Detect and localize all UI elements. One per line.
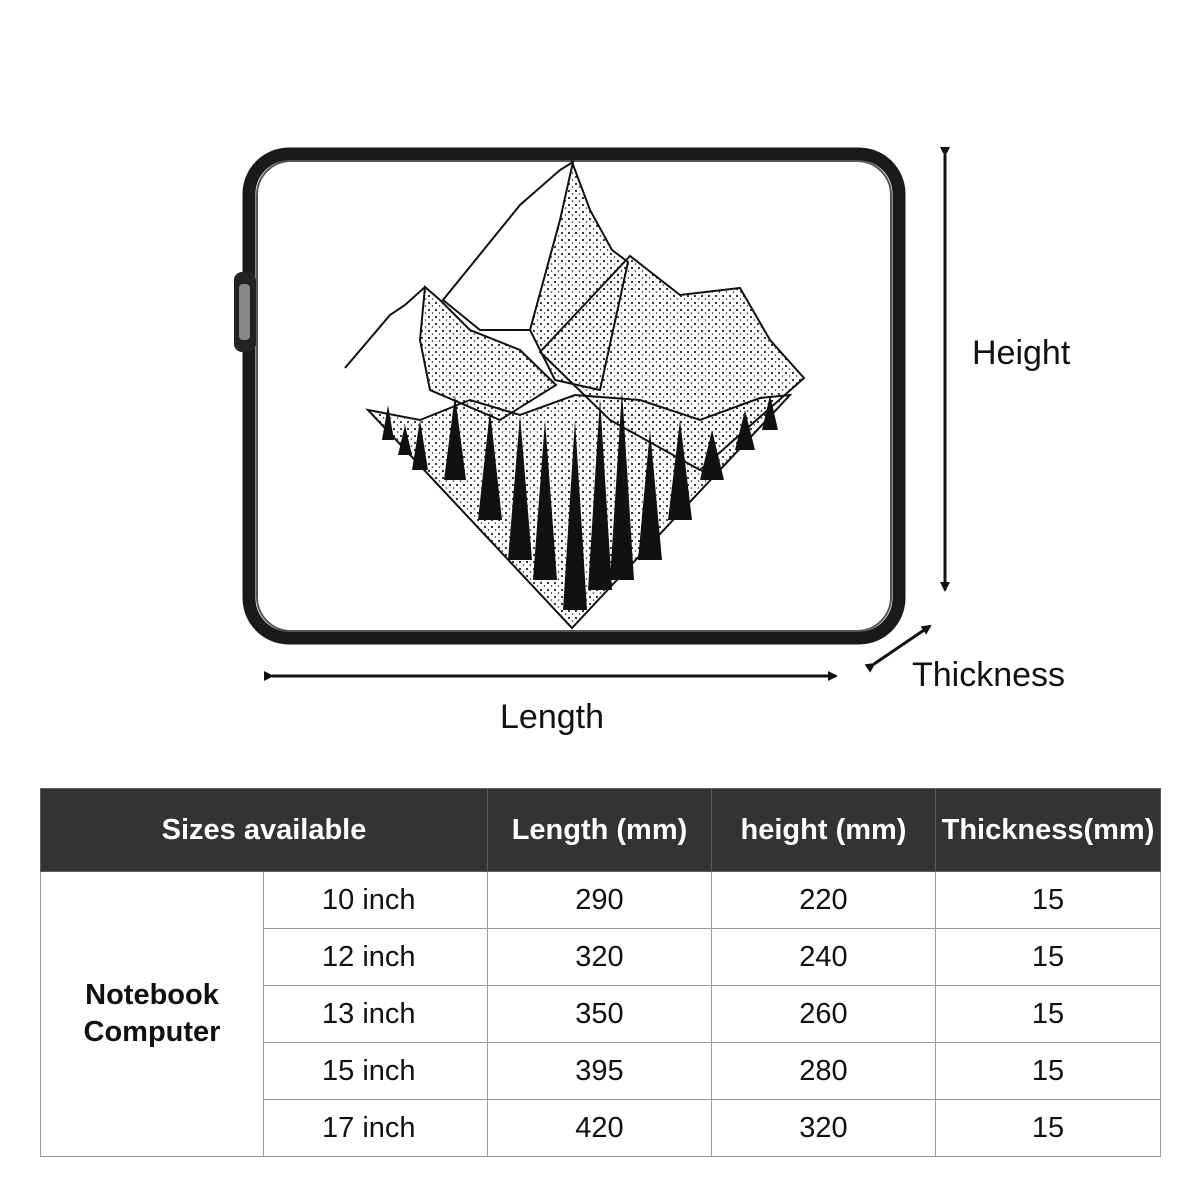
- table-header-row: [41, 789, 1161, 872]
- length-cell: 420: [488, 1100, 712, 1157]
- zipper-pull-icon: [234, 272, 256, 352]
- length-cell: 350: [488, 986, 712, 1043]
- size-cell: 15 inch: [264, 1043, 488, 1100]
- category-line-1: Notebook: [85, 979, 219, 1011]
- size-cell: 10 inch: [264, 872, 488, 929]
- size-cell: 17 inch: [264, 1100, 488, 1157]
- height-cell: 240: [712, 929, 936, 986]
- length-cell: 320: [488, 929, 712, 986]
- thickness-cell: 15: [936, 1100, 1161, 1157]
- header-length: Length (mm): [488, 789, 712, 872]
- thickness-label: Thickness: [912, 656, 1066, 694]
- header-thickness: Thickness(mm): [936, 789, 1161, 872]
- height-label: Height: [972, 334, 1071, 372]
- thickness-cell: 15: [936, 986, 1161, 1043]
- height-cell: 220: [712, 872, 936, 929]
- length-cell: 290: [488, 872, 712, 929]
- header-height: height (mm): [712, 789, 936, 872]
- height-cell: 280: [712, 1043, 936, 1100]
- thickness-cell: 15: [936, 872, 1161, 929]
- table-row: [41, 872, 1161, 929]
- thickness-cell: 15: [936, 1043, 1161, 1100]
- size-cell: 12 inch: [264, 929, 488, 986]
- height-cell: 320: [712, 1100, 936, 1157]
- header-sizes-available: Sizes available: [41, 789, 488, 872]
- thickness-cell: 15: [936, 929, 1161, 986]
- category-line-2: Computer: [83, 1016, 221, 1048]
- category-cell: [41, 872, 264, 1157]
- size-cell: 13 inch: [264, 986, 488, 1043]
- height-cell: 260: [712, 986, 936, 1043]
- length-cell: 395: [488, 1043, 712, 1100]
- length-label: Length: [500, 698, 604, 736]
- size-table: [40, 788, 1161, 1157]
